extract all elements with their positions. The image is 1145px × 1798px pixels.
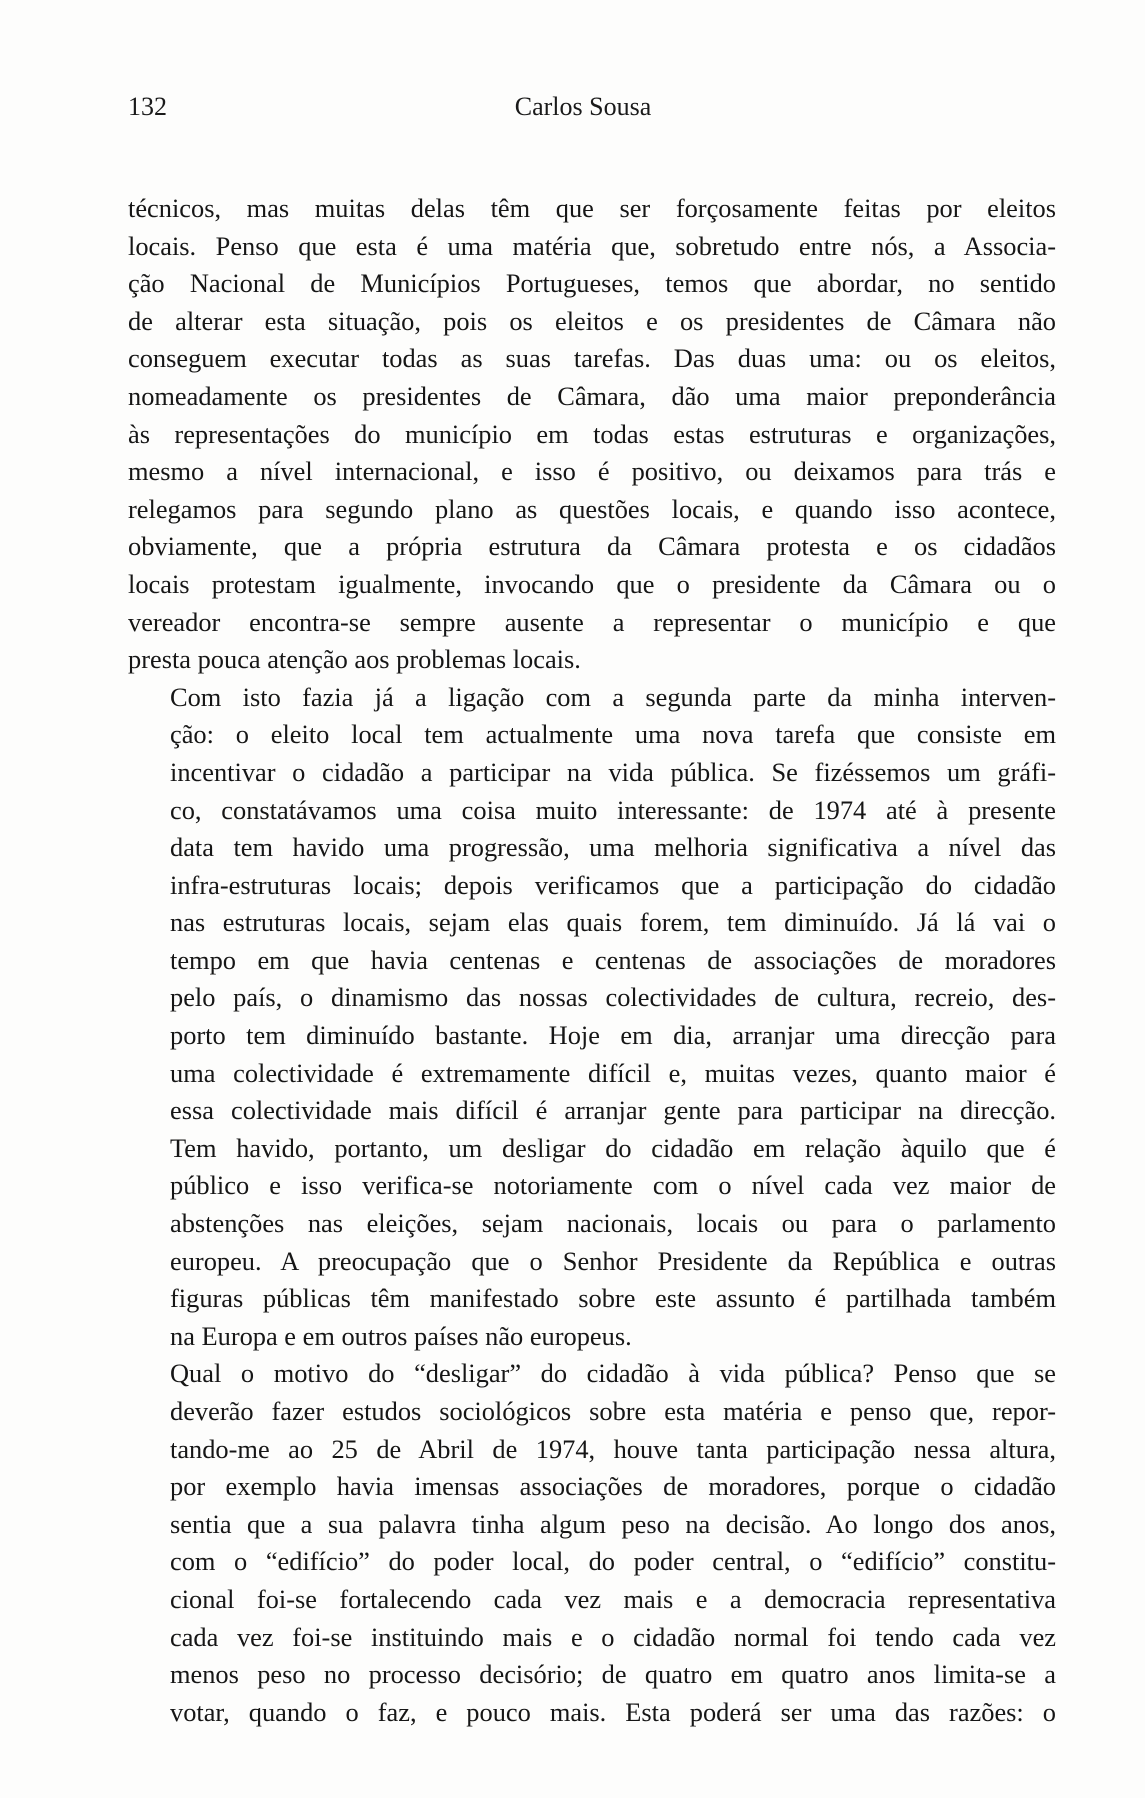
- text-line: mesmo a nível internacional, e isso é positivo, ou deixamos para trás e: [128, 456, 1056, 487]
- page-number: 132: [128, 92, 167, 121]
- text-line: incentivar o cidadão a participar na vida pública. Se fizéssemos um gráfi-: [170, 756, 1056, 787]
- text-line: de alterar esta situação, pois os eleitos e os presidentes de Câmara não: [128, 305, 1056, 336]
- body-text: [128, 190, 1056, 1731]
- text-line: data tem havido uma progressão, uma melhoria significativa a nível das: [170, 832, 1056, 863]
- text-line: infra-estruturas locais; depois verificamos que a participação do cidadão: [170, 869, 1056, 900]
- paragraph: [128, 679, 1056, 1356]
- text-line: obviamente, que a própria estrutura da Câmara protesta e os cidadãos: [128, 531, 1056, 562]
- paragraph: [128, 1355, 1056, 1731]
- text-line: na Europa e em outros países não europeus.: [170, 1320, 632, 1351]
- text-line: sentia que a sua palavra tinha algum peso na decisão. Ao longo dos anos,: [170, 1508, 1056, 1539]
- text-line: conseguem executar todas as suas tarefas. Das duas uma: ou os eleitos,: [128, 343, 1056, 374]
- text-line: pelo país, o dinamismo das nossas colectividades de cultura, recreio, des-: [170, 982, 1056, 1013]
- text-line: uma colectividade é extremamente difícil e, muitas vezes, quanto maior é: [170, 1057, 1056, 1088]
- text-line: ção Nacional de Municípios Portugueses, temos que abordar, no sentido: [128, 268, 1056, 299]
- text-line: abstenções nas eleições, sejam nacionais, locais ou para o parlamento: [170, 1208, 1056, 1239]
- text-line: menos peso no processo decisório; de quatro em quatro anos limita-se a: [170, 1659, 1056, 1690]
- text-line: público e isso verifica-se notoriamente com o nível cada vez maior de: [170, 1170, 1056, 1201]
- text-line: europeu. A preocupação que o Senhor Presidente da República e outras: [170, 1245, 1056, 1276]
- text-line: nas estruturas locais, sejam elas quais forem, tem diminuído. Já lá vai o: [170, 907, 1056, 938]
- paragraph: [128, 190, 1056, 679]
- text-line: Tem havido, portanto, um desligar do cidadão em relação àquilo que é: [170, 1132, 1056, 1163]
- text-line: Qual o motivo do “desligar” do cidadão à vida pública? Penso que se: [170, 1358, 1056, 1389]
- text-line: tempo em que havia centenas e centenas de associações de moradores: [170, 944, 1056, 975]
- text-line: relegamos para segundo plano as questões locais, e quando isso acontece,: [128, 493, 1056, 524]
- text-line: nomeadamente os presidentes de Câmara, dão uma maior preponderância: [128, 380, 1056, 411]
- text-line: técnicos, mas muitas delas têm que ser forçosamente feitas por eleitos: [128, 193, 1056, 223]
- text-line: locais protestam igualmente, invocando que o presidente da Câmara ou o: [128, 568, 1056, 599]
- text-line: tando-me ao 25 de Abril de 1974, houve tanta participação nessa altura,: [170, 1433, 1056, 1464]
- text-line: vereador encontra-se sempre ausente a representar o município e que: [128, 606, 1056, 637]
- text-line: ção: o eleito local tem actualmente uma nova tarefa que consiste em: [170, 719, 1056, 750]
- text-line: porto tem diminuído bastante. Hoje em dia, arranjar uma direcção para: [170, 1020, 1056, 1051]
- text-line: votar, quando o faz, e pouco mais. Esta poderá ser uma das razões: o: [170, 1696, 1056, 1727]
- text-line: presta pouca atenção aos problemas locais.: [128, 644, 581, 675]
- page-header: [128, 92, 1038, 126]
- text-line: figuras públicas têm manifestado sobre este assunto é partilhada também: [170, 1283, 1056, 1314]
- running-head-author: Carlos Sousa: [514, 92, 652, 121]
- text-line: locais. Penso que esta é uma matéria que, sobretudo entre nós, a Associa-: [128, 230, 1056, 261]
- text-line: com o “edifício” do poder local, do poder central, o “edifício” constitu-: [170, 1546, 1056, 1577]
- text-line: co, constatávamos uma coisa muito interessante: de 1974 até à presente: [170, 794, 1056, 825]
- text-line: essa colectividade mais difícil é arranjar gente para participar na direcção.: [170, 1095, 1056, 1126]
- text-line: Com isto fazia já a ligação com a segunda parte da minha interven-: [170, 681, 1056, 712]
- text-line: cional foi-se fortalecendo cada vez mais e a democracia representativa: [170, 1583, 1056, 1614]
- text-line: às representações do município em todas estas estruturas e organizações,: [128, 418, 1056, 449]
- text-line: cada vez foi-se instituindo mais e o cidadão normal foi tendo cada vez: [170, 1621, 1056, 1652]
- text-line: por exemplo havia imensas associações de moradores, porque o cidadão: [170, 1471, 1056, 1502]
- text-line: deverão fazer estudos sociológicos sobre esta matéria e penso que, repor-: [170, 1396, 1056, 1426]
